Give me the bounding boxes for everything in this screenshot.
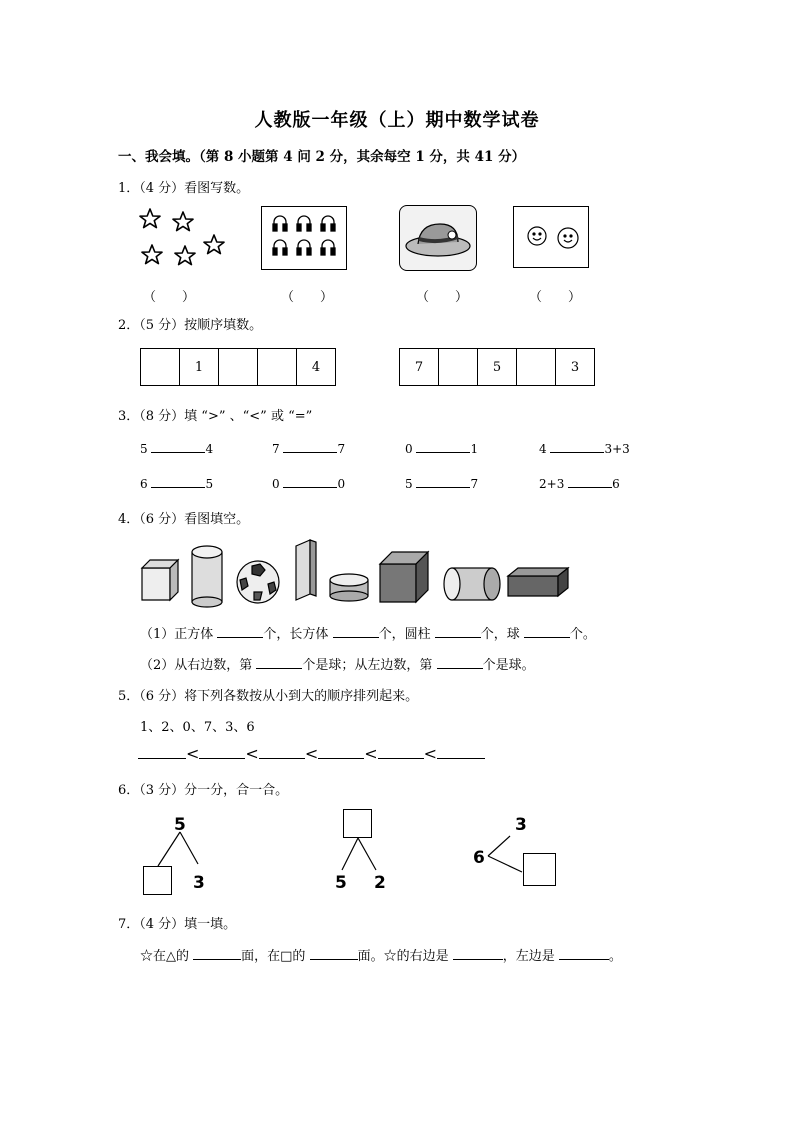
compare-item xyxy=(539,475,620,491)
order-blank[interactable] xyxy=(138,746,186,759)
question-1-label: 1．（4 分）看图写数。 xyxy=(118,181,250,196)
diagram-3-left-number: 6 xyxy=(473,848,485,868)
compare-left: 4 xyxy=(539,442,547,456)
order-blank[interactable] xyxy=(437,746,485,759)
compare-left: 7 xyxy=(272,442,280,456)
headphones-picture xyxy=(261,206,347,270)
answer-blank[interactable] xyxy=(256,656,302,669)
q4-text: 个是球。 xyxy=(482,658,535,673)
compare-item xyxy=(539,440,630,456)
answer-paren-2[interactable]: （ ） xyxy=(281,290,334,305)
q4-text: 个。 xyxy=(569,627,596,642)
answer-blank[interactable] xyxy=(193,947,241,960)
compare-item xyxy=(272,475,345,491)
q7-text: ☆在△的 xyxy=(140,949,189,964)
less-than-sign: < xyxy=(186,744,200,763)
compare-right: 6 xyxy=(612,477,620,491)
diagram-1-right-number: 3 xyxy=(193,873,205,893)
compare-left: 6 xyxy=(140,477,148,491)
q4-text: 个是球；从左边数，第 xyxy=(302,658,433,673)
answer-paren-3[interactable]: （ ） xyxy=(416,290,469,305)
answer-blank[interactable] xyxy=(435,625,481,638)
sequence-cell: 4 xyxy=(296,348,336,386)
split-lines-1 xyxy=(140,830,200,870)
order-blank[interactable] xyxy=(378,746,424,759)
sequence-cell: 1 xyxy=(179,348,218,386)
q7-text: 面，在□的 xyxy=(241,949,306,964)
sequence-cell: 3 xyxy=(555,348,595,386)
compare-blank[interactable] xyxy=(550,440,604,453)
answer-blank[interactable] xyxy=(524,625,570,638)
compare-left: 0 xyxy=(272,477,280,491)
answer-blank[interactable] xyxy=(217,625,263,638)
diagram-2-right-number: 2 xyxy=(374,873,386,893)
number-sequence-1 xyxy=(140,348,336,386)
number-sequence-2 xyxy=(399,348,595,386)
merge-lines-2 xyxy=(336,838,382,874)
compare-left: 5 xyxy=(405,477,413,491)
diagram-1-top-number: 5 xyxy=(174,815,186,835)
question-5-label: 5．（6 分）将下列各数按从小到大的顺序排列起来。 xyxy=(118,689,419,704)
question-6-label: 6．（3 分）分一分，合一合。 xyxy=(118,783,289,798)
compare-item xyxy=(140,440,213,456)
numbers-to-order: 1、2、0、7、3、6 xyxy=(140,720,255,735)
faces-picture xyxy=(513,206,589,268)
compare-item xyxy=(140,475,213,491)
q7-line xyxy=(140,945,622,964)
compare-item xyxy=(272,440,345,456)
compare-left: 5 xyxy=(140,442,148,456)
sequence-cell[interactable] xyxy=(516,348,555,386)
compare-right: 7 xyxy=(337,442,346,456)
compare-blank[interactable] xyxy=(283,475,337,488)
compare-left: 2+3 xyxy=(539,477,565,491)
order-blank[interactable] xyxy=(199,746,245,759)
less-than-sign: < xyxy=(245,744,259,763)
compare-blank[interactable] xyxy=(568,475,612,488)
sequence-cell[interactable] xyxy=(438,348,477,386)
answer-box[interactable] xyxy=(143,866,172,895)
section-heading: 一、我会填。（第 8 小题第 4 问 2 分，其余每空 1 分，共 41 分） xyxy=(118,149,526,165)
question-4-label: 4．（6 分）看图填空。 xyxy=(118,512,250,527)
answer-blank[interactable] xyxy=(453,947,503,960)
order-blank[interactable] xyxy=(318,746,364,759)
sequence-cell[interactable] xyxy=(218,348,257,386)
answer-box[interactable] xyxy=(343,809,372,838)
answer-blank[interactable] xyxy=(333,625,379,638)
solid-shapes-picture xyxy=(134,536,574,608)
page-title: 人教版一年级（上）期中数学试卷 xyxy=(254,110,540,131)
compare-right: 0 xyxy=(337,477,346,491)
split-lines-3 xyxy=(486,834,526,876)
compare-blank[interactable] xyxy=(283,440,337,453)
question-7-label: 7．（4 分）填一填。 xyxy=(118,917,237,932)
q4-line-2 xyxy=(140,654,535,673)
compare-blank[interactable] xyxy=(416,440,470,453)
q4-text: 个，球 xyxy=(480,627,520,642)
q4-text: （1）正方体 xyxy=(140,627,214,642)
compare-blank[interactable] xyxy=(151,475,205,488)
ordering-line xyxy=(138,744,485,763)
order-blank[interactable] xyxy=(259,746,305,759)
answer-blank[interactable] xyxy=(437,656,483,669)
compare-item xyxy=(405,440,478,456)
compare-blank[interactable] xyxy=(151,440,205,453)
diagram-3-top-number: 3 xyxy=(515,815,527,835)
q4-text: （2）从右边数，第 xyxy=(140,658,253,673)
compare-item xyxy=(405,475,478,491)
sequence-cell: 5 xyxy=(477,348,516,386)
less-than-sign: < xyxy=(304,744,319,763)
q4-line-1 xyxy=(140,623,596,642)
q7-text: 面。☆的右边是 xyxy=(357,949,449,964)
sequence-cell[interactable] xyxy=(257,348,296,386)
compare-left: 0 xyxy=(405,442,413,456)
q4-text: 个，长方体 xyxy=(263,627,329,642)
compare-right: 4 xyxy=(205,442,214,456)
diagram-2-left-number: 5 xyxy=(335,873,347,893)
compare-blank[interactable] xyxy=(416,475,470,488)
question-2-label: 2．（5 分）按顺序填数。 xyxy=(118,318,263,333)
q7-text: 。 xyxy=(608,949,622,964)
hat-picture xyxy=(399,205,477,271)
question-3-label: 3．（8 分）填 “>” 、“<” 或 “=” xyxy=(118,409,313,424)
q7-text: ，左边是 xyxy=(502,949,555,964)
answer-blank[interactable] xyxy=(559,947,609,960)
sequence-cell[interactable] xyxy=(140,348,179,386)
less-than-sign: < xyxy=(364,744,378,763)
answer-blank[interactable] xyxy=(310,947,358,960)
compare-right: 5 xyxy=(205,477,214,491)
compare-right: 1 xyxy=(470,442,479,456)
compare-right: 3+3 xyxy=(604,442,630,456)
answer-paren-4[interactable]: （ ） xyxy=(529,290,582,305)
stars-picture xyxy=(136,205,228,269)
answer-box[interactable] xyxy=(523,853,556,886)
less-than-sign: < xyxy=(423,744,438,763)
sequence-cell: 7 xyxy=(399,348,438,386)
compare-right: 7 xyxy=(470,477,479,491)
q4-text: 个，圆柱 xyxy=(378,627,431,642)
answer-paren-1[interactable]: （ ） xyxy=(143,290,196,305)
